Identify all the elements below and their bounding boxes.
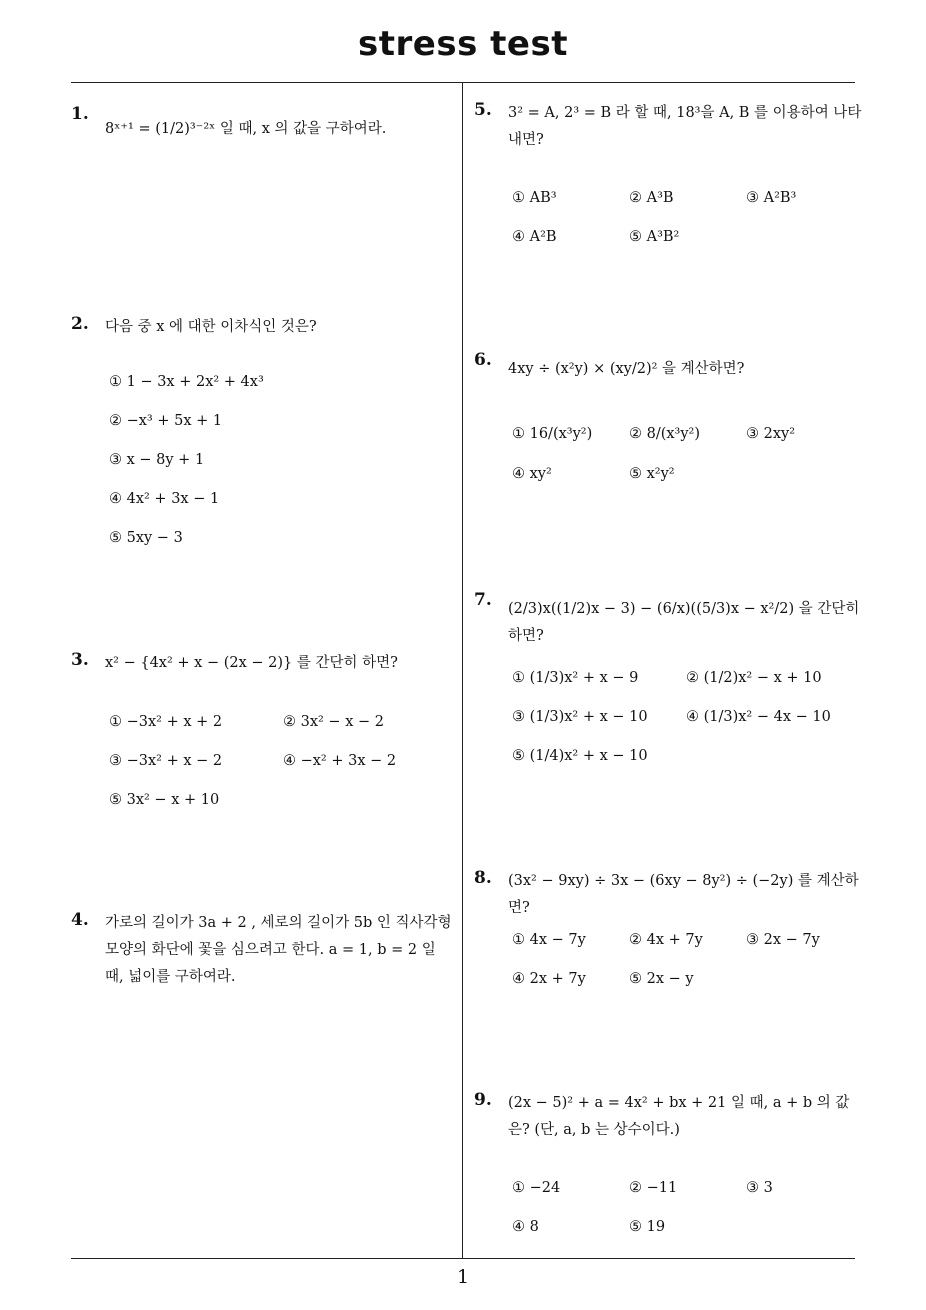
question-text: 다음 중 x 에 대한 이차식인 것은?: [105, 319, 317, 335]
option-4[interactable]: ④ −x² + 3x − 2: [283, 753, 397, 769]
option-1[interactable]: ① −24: [512, 1180, 561, 1196]
option-4[interactable]: ④ 4x² + 3x − 1: [109, 491, 220, 507]
option-3[interactable]: ③ −3x² + x − 2: [109, 753, 223, 769]
option-3[interactable]: ③ A²B³: [746, 190, 797, 206]
option-4[interactable]: ④ A²B: [512, 229, 557, 245]
option-3[interactable]: ③ 2xy²: [746, 426, 796, 442]
question-number: 8.: [474, 868, 492, 888]
option-5[interactable]: ⑤ 19: [629, 1219, 666, 1235]
option-2[interactable]: ② 3x² − x − 2: [283, 714, 384, 730]
option-1[interactable]: ① AB³: [512, 190, 557, 206]
question-text: x² − {4x² + x − (2x − 2)} 를 간단히 하면?: [105, 655, 398, 671]
option-3[interactable]: ③ x − 8y + 1: [109, 452, 205, 468]
option-4[interactable]: ④ (1/3)x² − 4x − 10: [686, 709, 831, 725]
question-text: (2/3)x((1/2)x − 3) − (6/x)((5/3)x − x²/2) 을 간단히 하면?: [508, 601, 860, 644]
question-number: 3.: [71, 650, 89, 670]
question-number: 5.: [474, 100, 492, 120]
page-number: 1: [456, 1266, 470, 1288]
option-1[interactable]: ① (1/3)x² + x − 9: [512, 670, 639, 686]
option-3[interactable]: ③ 3: [746, 1180, 773, 1196]
option-5[interactable]: ⑤ (1/4)x² + x − 10: [512, 748, 648, 764]
option-5[interactable]: ⑤ 3x² − x + 10: [109, 792, 220, 808]
option-1[interactable]: ① 1 − 3x + 2x² + 4x³: [109, 374, 264, 390]
question-number: 6.: [474, 350, 492, 370]
question-text: 3² = A, 2³ = B 라 할 때, 18³을 A, B 를 이용하여 나타내면?: [508, 105, 862, 148]
option-5[interactable]: ⑤ A³B²: [629, 229, 680, 245]
option-5[interactable]: ⑤ x²y²: [629, 466, 675, 482]
question-number: 2.: [71, 314, 89, 334]
option-5[interactable]: ⑤ 2x − y: [629, 971, 694, 987]
option-2[interactable]: ② −x³ + 5x + 1: [109, 413, 223, 429]
option-1[interactable]: ① 16/(x³y²): [512, 426, 593, 442]
option-4[interactable]: ④ 2x + 7y: [512, 971, 586, 987]
question-number: 4.: [71, 910, 89, 930]
question-text: 가로의 길이가 3a + 2 , 세로의 길이가 5b 인 직사각형 모양의 화단에 꽃을 심으려고 한다. a = 1, b = 2 일 때, 넓이를 구하여라.: [105, 915, 452, 985]
option-2[interactable]: ② 4x + 7y: [629, 932, 703, 948]
column-divider: [462, 82, 463, 1258]
question-text: 4xy ÷ (x²y) × (xy/2)² 을 계산하면?: [508, 361, 745, 377]
question-number: 7.: [474, 590, 492, 610]
question-number: 9.: [474, 1090, 492, 1110]
option-3[interactable]: ③ 2x − 7y: [746, 932, 820, 948]
question-text: (2x − 5)² + a = 4x² + bx + 21 일 때, a + b 의 값은? (단, a, b 는 상수이다.): [508, 1095, 850, 1138]
option-4[interactable]: ④ xy²: [512, 466, 552, 482]
top-rule: [71, 82, 855, 83]
page-title: stress test: [358, 24, 568, 64]
option-2[interactable]: ② 8/(x³y²): [629, 426, 701, 442]
option-3[interactable]: ③ (1/3)x² + x − 10: [512, 709, 648, 725]
option-1[interactable]: ① 4x − 7y: [512, 932, 586, 948]
option-2[interactable]: ② A³B: [629, 190, 674, 206]
question-number: 1.: [71, 104, 89, 124]
option-2[interactable]: ② (1/2)x² − x + 10: [686, 670, 822, 686]
question-text: (3x² − 9xy) ÷ 3x − (6xy − 8y²) ÷ (−2y) 를 계산하면?: [508, 873, 859, 916]
option-2[interactable]: ② −11: [629, 1180, 678, 1196]
question-text: 8ˣ⁺¹ = (1/2)³⁻²ˣ 일 때, x 의 값을 구하여라.: [105, 121, 387, 137]
option-4[interactable]: ④ 8: [512, 1219, 539, 1235]
option-5[interactable]: ⑤ 5xy − 3: [109, 530, 183, 546]
option-1[interactable]: ① −3x² + x + 2: [109, 714, 223, 730]
bottom-rule: [71, 1258, 855, 1259]
